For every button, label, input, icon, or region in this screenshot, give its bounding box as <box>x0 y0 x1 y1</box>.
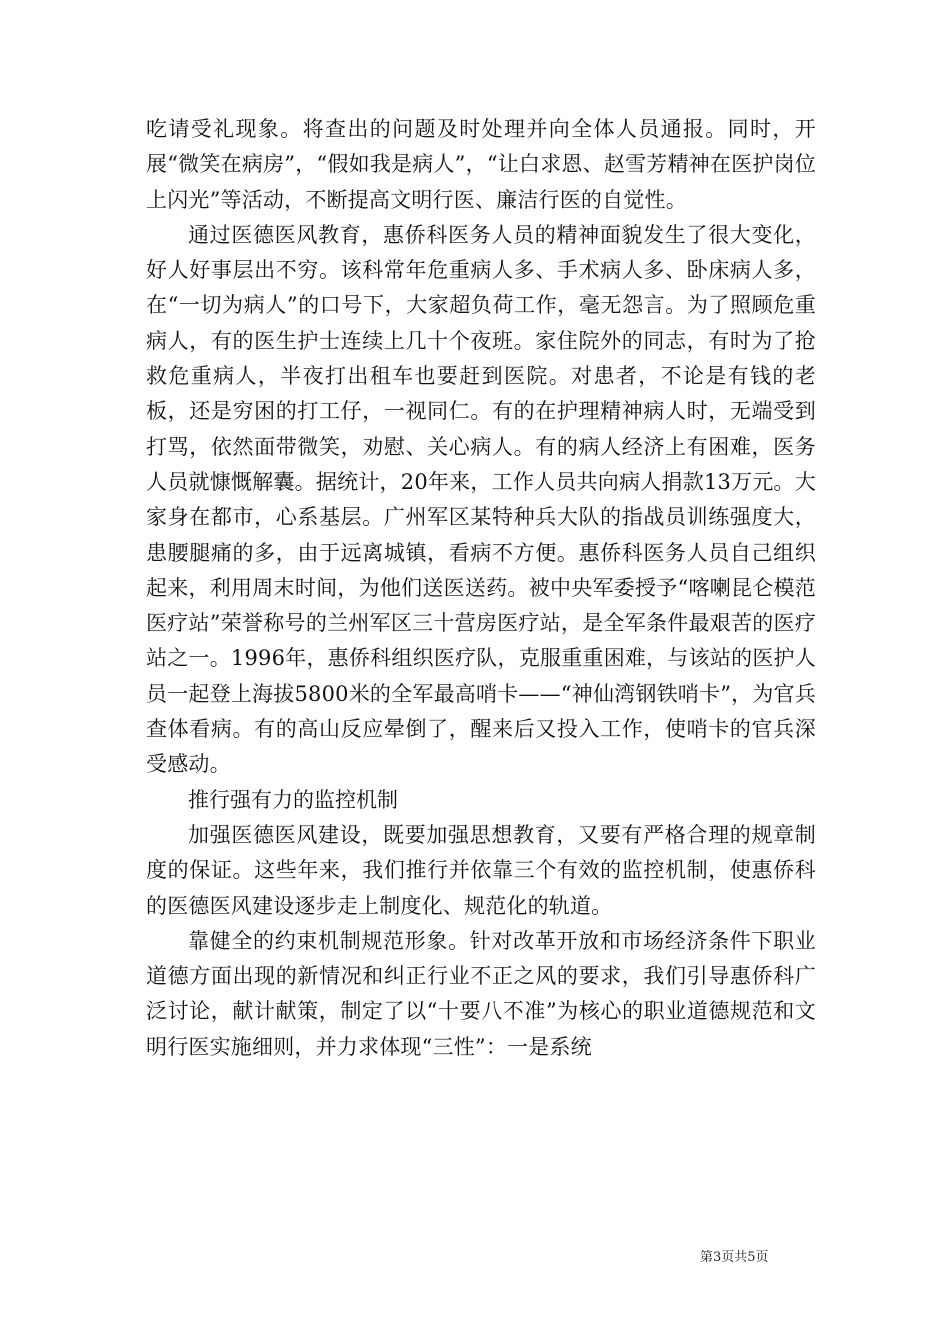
page-number-footer: 第3页共5页 <box>700 1250 769 1265</box>
paragraph-3: 加强医德医风建设，既要加强思想教育，又要有严格合理的规章制度的保证。这些年来，我们推行并依靠三个有效的监控机制，使惠侨科的医德医风建设逐步走上制度化、规范化的轨道。 <box>146 822 816 918</box>
section-heading: 推行强有力的监控机制 <box>188 787 398 812</box>
paragraph-2: 通过医德医风教育，惠侨科医务人员的精神面貌发生了很大变化，好人好事层出不穷。该科常年危重病人多、手术病人多、卧床病人多，在“一切为病人”的口号下，大家超负荷工作，毫无怨言。为了照顾危重病人，有的医生护士连续上几十个夜班。家住院外的同志，有时为了抢救危重病人，半夜打出租车也要赶到医院。对患者，不论是有钱的老板，还是穷困的打工仔，一视同仁。有的在护理精神病人时，无端受到打骂，依然面带微笑，劝慰、关心病人。有的病人经济上有困难，医务人员就慷慨解囊。据统计，20年来，工作人员共向病人捐款13万元。大家身在都市，心系基层。广州军区某特种兵大队的指战员训练强度大，患腰腿痛的多，由于远离城镇，看病不方便。惠侨科医务人员自己组织起来，利用周末时间，为他们送医送药。被中央军委授予“喀喇昆仑模范医疗站”荣誉称号的兰州军区三十营房医疗站，是全军条件最艰苦的医疗站之一。1996年，惠侨科组织医疗队，克服重重困难，与该站的医护人员一起登上海拔5800米的全军最高哨卡——“神仙湾钢铁哨卡”，为官兵查体看病。有的高山反应晕倒了，醒来后又投入工作，使哨卡的官兵深受感动。 <box>146 222 816 777</box>
document-body <box>146 112 816 1065</box>
paragraph-4: 靠健全的约束机制规范形象。针对改革开放和市场经济条件下职业道德方面出现的新情况和纠正行业不正之风的要求，我们引导惠侨科广泛讨论，献计献策，制定了以“十要八不准”为核心的职业道德规范和文明行医实施细则，并力求体现“三性”：一是系统 <box>146 928 816 1059</box>
paragraph-1: 吃请受礼现象。将查出的问题及时处理并向全体人员通报。同时，开展“微笑在病房”，“假如我是病人”，“让白求恩、赵雪芳精神在医护岗位上闪光”等活动，不断提高文明行医、廉洁行医的自觉性。 <box>146 117 816 212</box>
